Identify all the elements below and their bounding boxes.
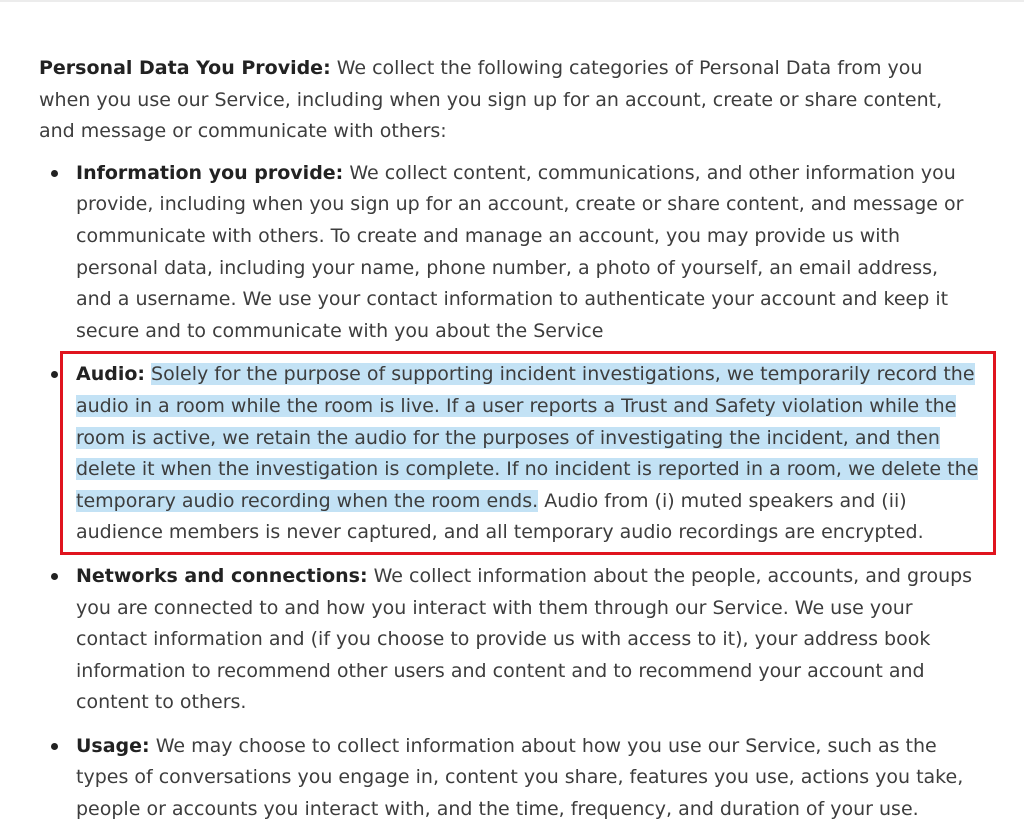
data-category-list: [39, 158, 979, 826]
item-label: Information you provide:: [76, 161, 344, 184]
intro-text: We collect the following categories of Personal Data from you when you use our Service, including when you sign up for an account, create or share content, and message or communicate with others:: [39, 57, 943, 143]
item-text: We collect information about the people, accounts, and groups you are connected to and how you interact with them through our Service. We use your contact information and (if you choose to provide us with access to it), your address book information to recommend other users and content and to recommend your account and content to others.: [76, 564, 973, 714]
item-label: Networks and connections:: [76, 564, 368, 587]
list-item-networks-and-connections: [39, 561, 979, 719]
item-text: We collect content, communications, and other information you provide, including when you sign up for an account, create or share content, and message or communicate with others. To create and manage an account, you may provide us with personal data, including your name, phone number, a photo of yourself, an email address, and a username. We use your contact information to authenticate your account and keep it secure and to communicate with you about the Service: [76, 161, 964, 342]
item-text: We may choose to collect information about how you use our Service, such as the types of conversations you engage in, content you share, features you use, actions you take, people or accounts you interact with, and the time, frequency, and duration of your use.: [76, 734, 964, 821]
list-item-information-you-provide: [39, 158, 979, 348]
intro-label: Personal Data You Provide:: [39, 57, 331, 79]
highlighted-text-selection[interactable]: Solely for the purpose of supporting incident investigations, we temporarily record the audio in a room while the room is live. If a user reports a Trust and Safety violation while the room is active, we retain the audio for the purposes of investigating the incident, and then delete it when the investigation is complete. If no incident is reported in a room, we delete the temporary audio recording when the room ends.: [76, 363, 979, 512]
top-divider: [0, 0, 1024, 2]
bullet-icon: [51, 371, 58, 378]
intro-paragraph: [39, 53, 959, 148]
bullet-icon: [51, 743, 58, 750]
bullet-icon: [51, 170, 58, 177]
item-label: Audio:: [76, 363, 145, 386]
item-text: Audio from (i) muted speakers and (ii) audience members is never captured, and all temporary audio recordings are encrypted.: [76, 489, 924, 544]
item-label: Usage:: [76, 734, 150, 757]
list-item-usage: [39, 731, 979, 826]
privacy-policy-section: [39, 53, 979, 838]
list-item-audio: [39, 359, 979, 549]
bullet-icon: [51, 573, 58, 580]
